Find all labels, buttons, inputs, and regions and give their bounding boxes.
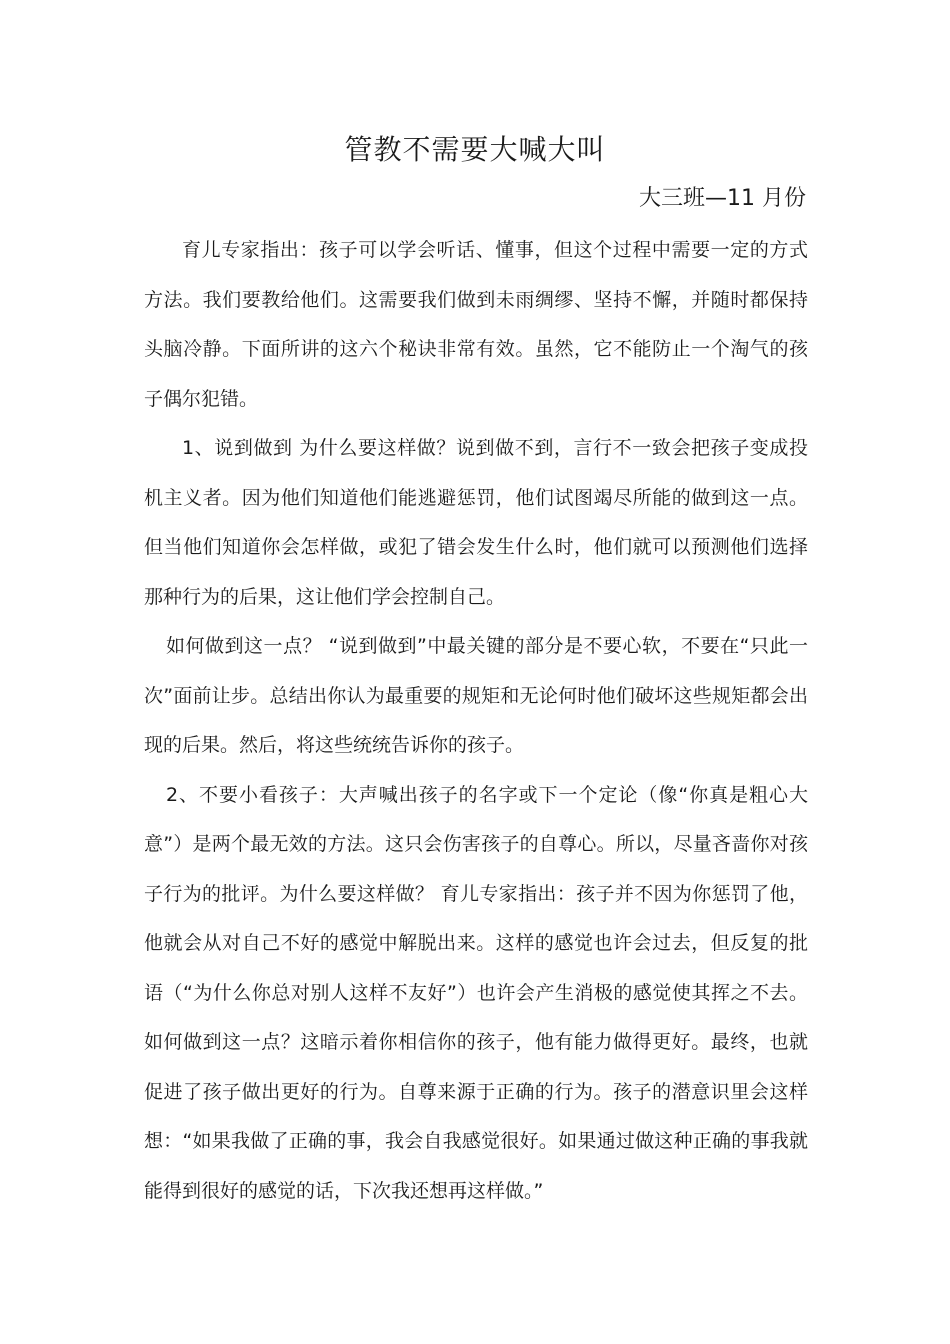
paragraph-intro: 育儿专家指出：孩子可以学会听话、懂事，但这个过程中需要一定的方式方法。我们要教给他们。这需要我们做到未雨绸缪、坚持不懈，并随时都保持头脑冷静。下面所讲的这六个秘诀非常有效。虽然，它不能防止一个淘气的孩子偶尔犯错。 — [144, 239, 808, 410]
document-body — [144, 226, 808, 1216]
page-title: 管教不需要大喊大叫 — [344, 133, 606, 166]
paragraph-tip-2: 2、不要小看孩子：大声喊出孩子的名字或下一个定论（像“你真是粗心大意”）是两个最无效的方法。这只会伤害孩子的自尊心。所以，尽量吝啬你对孩子行为的批评。为什么要这样做？ 育儿专家指出：孩子并不因为你惩罚了他，他就会从对自己不好的感觉中解脱出来。这样的感觉也许会过去，但反复的批语（“为什么你总对别人这样不友好”）也许会产生消极的感觉使其挥之不去。如何做到这一点？这暗示着你相信你的孩子，他有能力做得更好。最终，也就促进了孩子做出更好的行为。自尊来源于正确的行为。孩子的潜意识里会这样想：“如果我做了正确的事，我会自我感觉很好。如果通过做这种正确的事我就能得到很好的感觉的话，下次我还想再这样做。” — [144, 783, 808, 1202]
class-month-label: 大三班—11 月份 — [639, 186, 806, 211]
paragraph-tip-1: 1、说到做到 为什么要这样做？说到做不到，言行不一致会把孩子变成投机主义者。因为他们知道他们能逃避惩罚，他们试图竭尽所能的做到这一点。但当他们知道你会怎样做，或犯了错会发生什么时，他们就可以预测他们选择那种行为的后果，这让他们学会控制自己。 — [144, 437, 808, 608]
paragraph-tip-1-how: 如何做到这一点？ “说到做到”中最关键的部分是不要心软，不要在“只此一次”面前让步。总结出你认为最重要的规矩和无论何时他们破坏这些规矩都会出现的后果。然后，将这些统统告诉你的孩子。 — [144, 635, 808, 756]
